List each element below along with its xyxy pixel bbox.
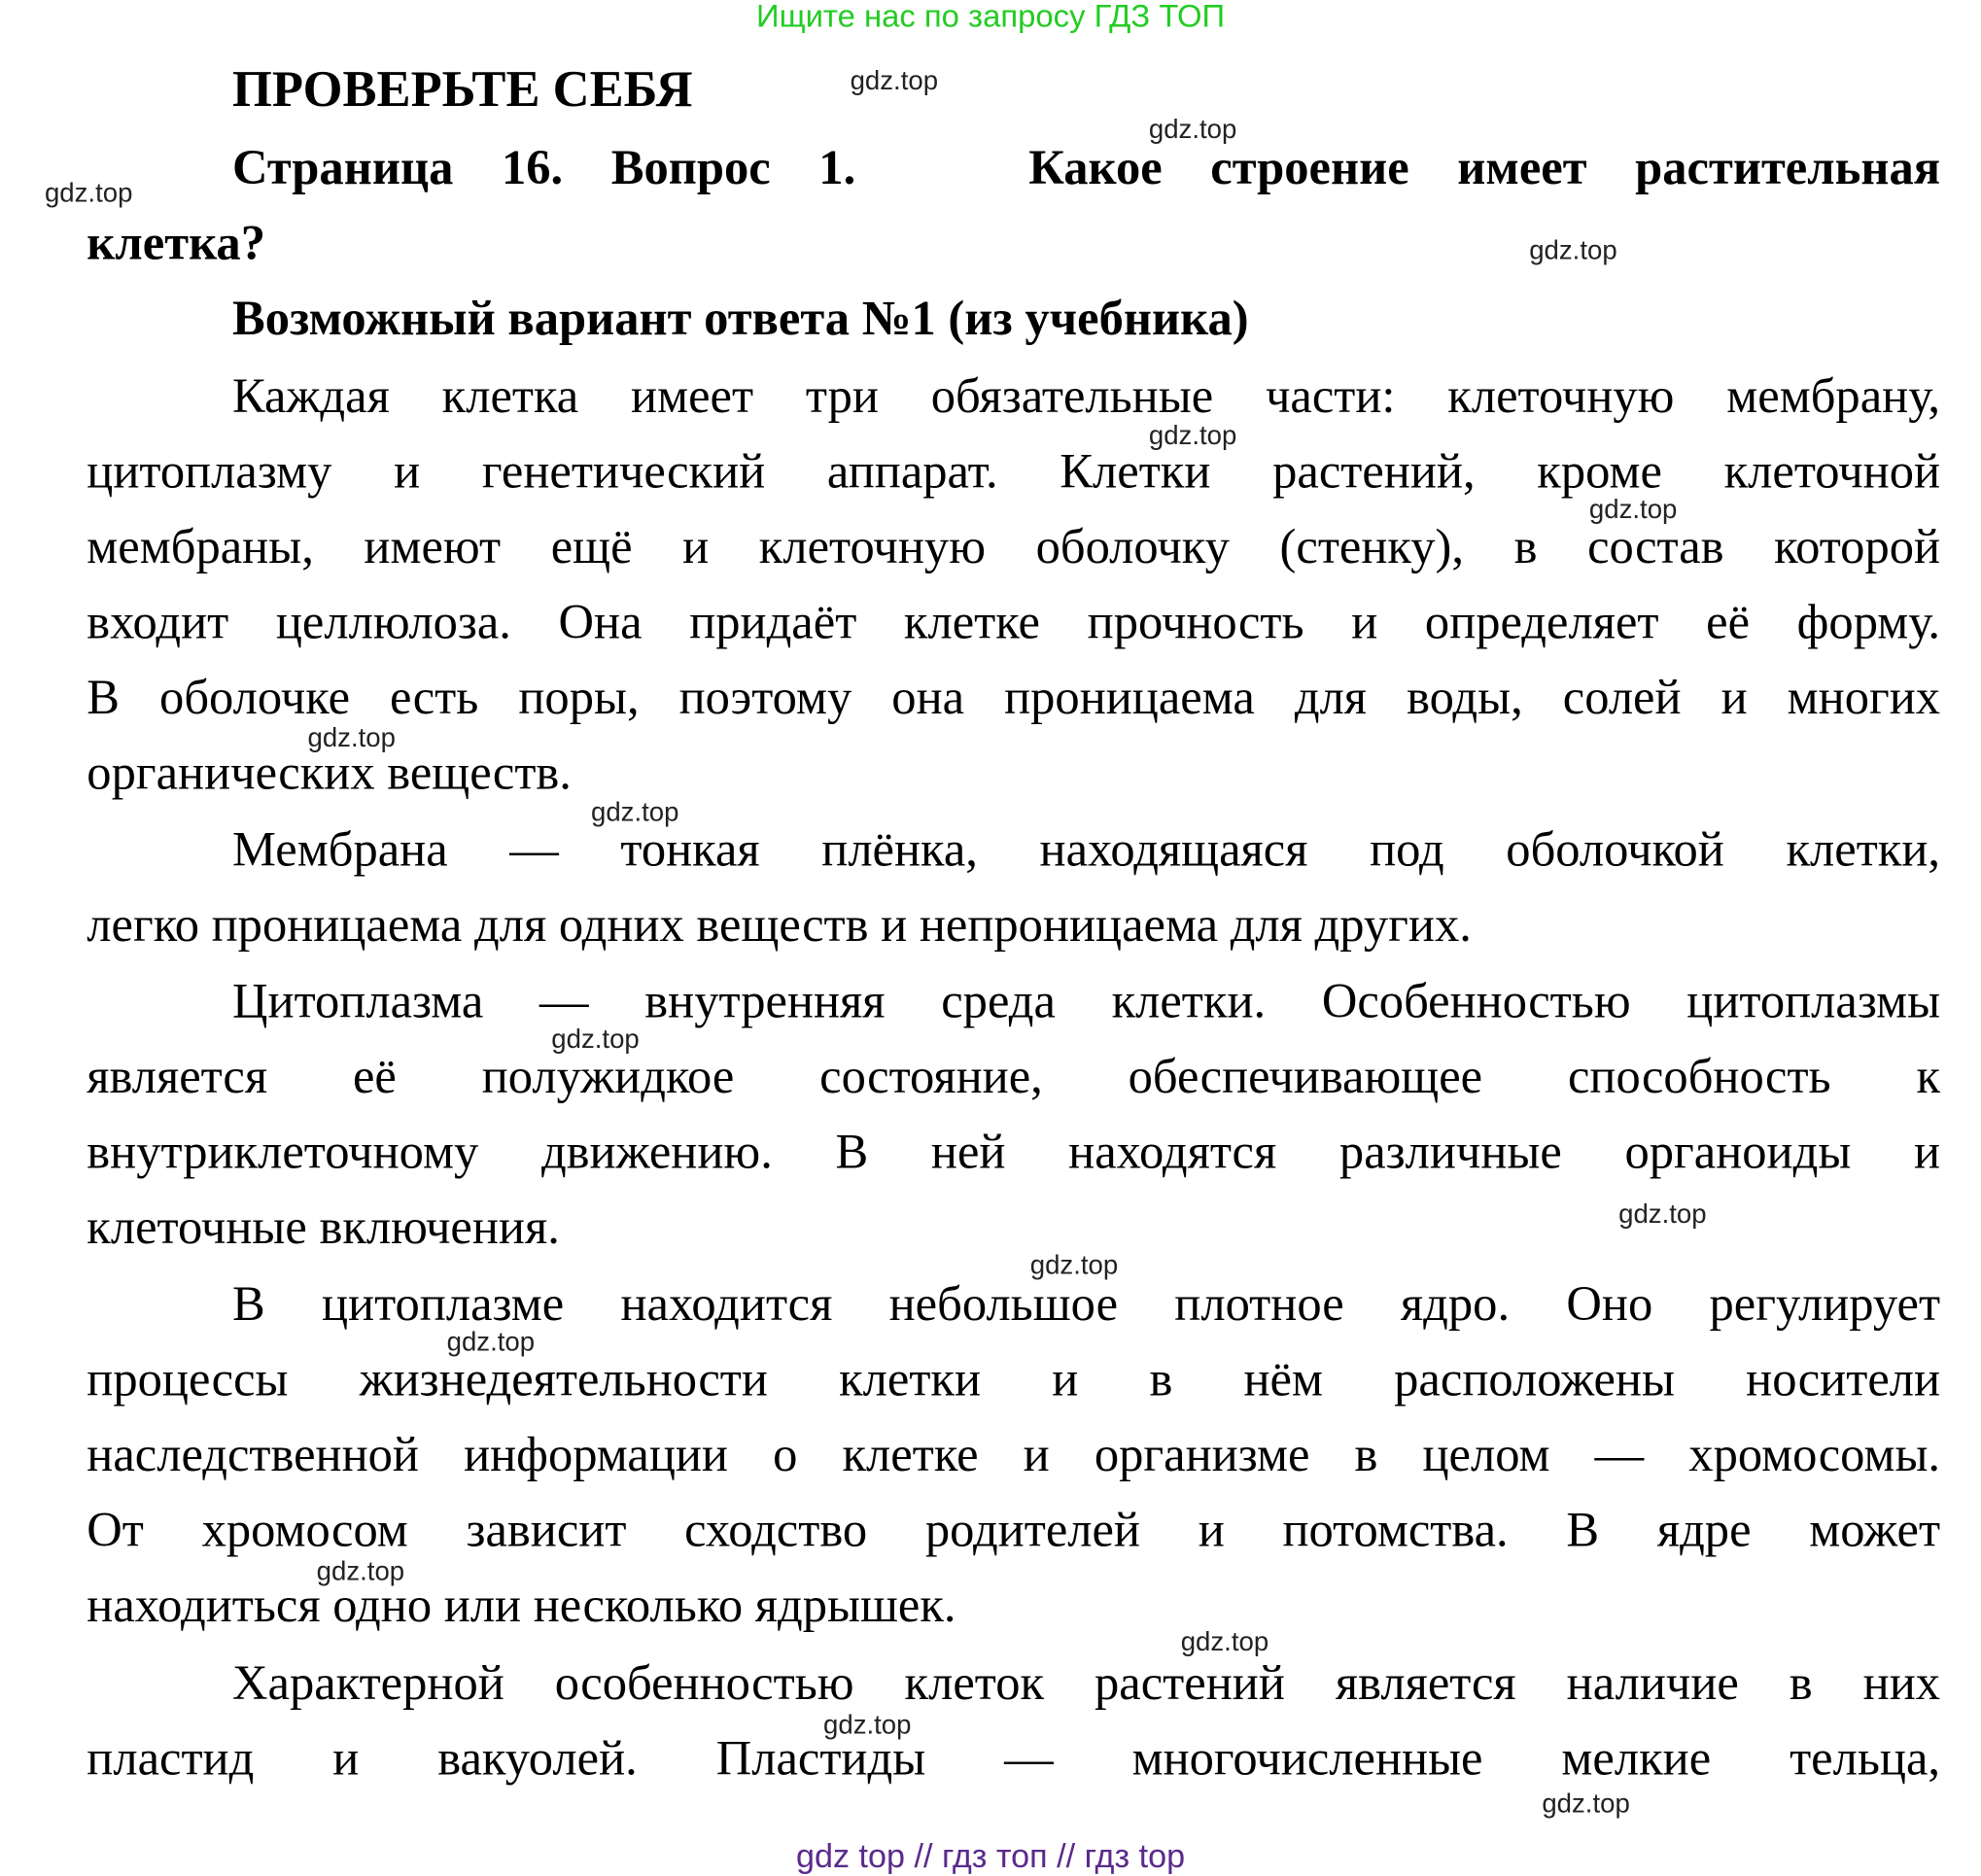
question-label: Страница 16. Вопрос 1. [232, 141, 856, 195]
watermark-text: gdz.top [551, 1025, 640, 1055]
watermark-text: gdz.top [316, 1557, 405, 1587]
paragraph-4-line: процессы жизнедеятельности клетки и в нём расположены носители [87, 1352, 1941, 1407]
paragraph-3-line: клеточные включения. [87, 1200, 560, 1255]
top-banner: Ищите нас по запросу ГДЗ ТОП [755, 0, 1226, 35]
paragraph-5-line: Характерной особенностью клеток растений является наличие в них [232, 1656, 1941, 1711]
watermark-text: gdz.top [1618, 1199, 1707, 1230]
answer-title: Возможный вариант ответа №1 (из учебника) [232, 292, 1249, 346]
paragraph-1-line: В оболочке есть поры, поэтому она проницаема для воды, солей и многих [87, 671, 1941, 725]
watermark-text: gdz.top [1180, 1627, 1269, 1657]
watermark-text: gdz.top [591, 797, 679, 827]
paragraph-1-line: цитоплазму и генетический аппарат. Клетки растений, кроме клеточной [87, 445, 1941, 500]
watermark-text: gdz.top [446, 1327, 536, 1357]
paragraph-2-line: Мембрана — тонкая плёнка, находящаяся под оболочкой клетки, [232, 823, 1941, 878]
watermark-text: gdz.top [1148, 421, 1237, 451]
question-text-cont: клетка? [87, 217, 266, 271]
paragraph-1-line: органических веществ. [87, 747, 572, 801]
question-line [232, 140, 1940, 196]
watermark-text: gdz.top [44, 178, 133, 209]
watermark-text: gdz.top [850, 66, 939, 96]
paragraph-3-line: внутриклеточному движению. В ней находятся различные органоиды и [87, 1126, 1941, 1180]
footer-links: gdz top // гдз топ // гдз top [796, 1836, 1186, 1876]
paragraph-3-line: Цитоплазма — внутренняя среда клетки. Особенностью цитоплазмы [232, 975, 1941, 1029]
watermark-text: gdz.top [1148, 115, 1237, 145]
paragraph-4-line: наследственной информации о клетке и организме в целом — хромосомы. [87, 1428, 1941, 1482]
watermark-text: gdz.top [1029, 1250, 1119, 1281]
watermark-text: gdz.top [823, 1710, 912, 1740]
paragraph-4-line: В цитоплазме находится небольшое плотное ядро. Оно регулирует [232, 1277, 1941, 1332]
watermark-text: gdz.top [307, 723, 396, 753]
paragraph-5-line: пластид и вакуолей. Пластиды — многочисленные мелкие тельца, [87, 1732, 1941, 1787]
paragraph-1-line: мембраны, имеют ещё и клеточную оболочку (стенку), в состав которой [87, 520, 1941, 574]
watermark-text: gdz.top [1588, 495, 1678, 525]
paragraph-4-line: находиться одно или несколько ядрышек. [87, 1579, 956, 1633]
paragraph-2-line: легко проницаема для одних веществ и непроницаема для других. [87, 898, 1472, 953]
watermark-text: gdz.top [1529, 235, 1617, 266]
section-heading: ПРОВЕРЬТЕ СЕБЯ [232, 59, 693, 118]
watermark-text: gdz.top [1542, 1789, 1630, 1820]
paragraph-3-line: является её полужидкое состояние, обеспечивающее способность к [87, 1050, 1941, 1104]
paragraph-4-line: От хромосом зависит сходство родителей и потомства. В ядре может [87, 1503, 1941, 1558]
paragraph-1-line: входит целлюлоза. Она придаёт клетке прочность и определяет её форму. [87, 596, 1941, 650]
question-text: Какое строение имеет растительная [1028, 141, 1941, 195]
paragraph-1-line: Каждая клетка имеет три обязательные части: клеточную мембрану, [232, 369, 1941, 424]
